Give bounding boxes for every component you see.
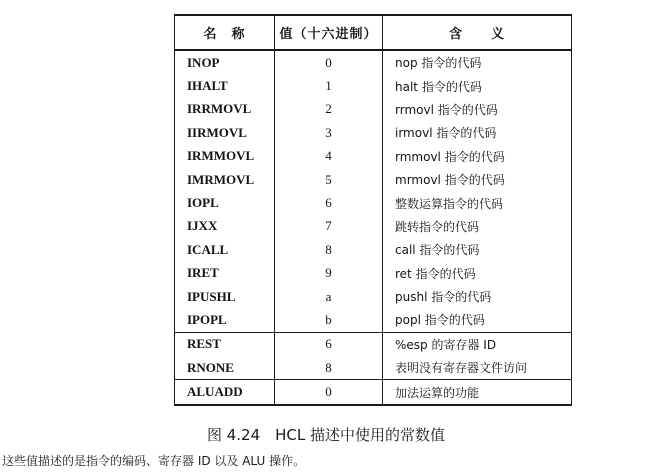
row-name: IRET [175, 262, 275, 285]
row-meaning: popl 指令的代码 [395, 313, 485, 328]
row-name: IOPL [175, 191, 275, 214]
row-value: 5 [275, 168, 383, 191]
row-meaning: pushl 指令的代码 [395, 290, 492, 305]
row-value: 7 [275, 215, 383, 238]
table-row [175, 308, 571, 331]
row-meaning: call 指令的代码 [395, 243, 480, 258]
table-row [175, 191, 571, 214]
row-value: 1 [275, 74, 383, 97]
row-value: 8 [275, 356, 383, 379]
row-meaning: %esp 的寄存器 ID [395, 337, 497, 352]
table-row [175, 238, 571, 261]
row-meaning: nop 指令的代码 [395, 56, 482, 71]
header-meaning: 含 义 [448, 27, 505, 42]
row-value: 2 [275, 98, 383, 121]
table-row [175, 262, 571, 285]
row-meaning: irmovl 指令的代码 [395, 126, 497, 141]
table-row [175, 121, 571, 144]
row-meaning: 整数运算指令的代码 [395, 196, 504, 211]
row-meaning: 加法运算的功能 [395, 385, 480, 400]
row-name: IJXX [175, 215, 275, 238]
row-name: ALUADD [175, 380, 275, 403]
table-row [175, 145, 571, 168]
constants-table [174, 14, 572, 406]
table-row [175, 285, 571, 308]
row-name: RNONE [175, 356, 275, 379]
table-row [175, 74, 571, 97]
row-meaning: 表明没有寄存器文件访问 [395, 361, 528, 376]
row-value: 4 [275, 145, 383, 168]
row-name: INOP [175, 51, 275, 74]
figure-note: 这些值描述的是指令的编码、寄存器 ID 以及 ALU 操作。 [2, 454, 306, 468]
row-value: 0 [275, 51, 383, 74]
table-row [175, 51, 571, 74]
row-meaning: 跳转指令的代码 [395, 219, 480, 234]
row-name: ICALL [175, 238, 275, 261]
row-meaning: ret 指令的代码 [395, 266, 476, 281]
row-name: IIRMOVL [175, 121, 275, 144]
row-value: 9 [275, 262, 383, 285]
header-value: 值（十六进制） [275, 16, 383, 49]
row-value: a [275, 285, 383, 308]
table-row [175, 98, 571, 121]
row-value: 3 [275, 121, 383, 144]
row-value: b [275, 308, 383, 331]
figure-caption: 图 4.24 HCL 描述中使用的常数值 [206, 426, 446, 444]
table-row [175, 356, 571, 379]
row-name: IMRMOVL [175, 168, 275, 191]
row-meaning: halt 指令的代码 [395, 79, 482, 94]
table-row [175, 332, 571, 356]
row-meaning: rmmovl 指令的代码 [395, 149, 505, 164]
row-name: IRRMOVL [175, 98, 275, 121]
row-value: 6 [275, 191, 383, 214]
row-value: 8 [275, 238, 383, 261]
row-value: 0 [275, 380, 383, 403]
header-name: 名 称 [175, 16, 275, 49]
row-name: IPOPL [175, 308, 275, 331]
row-name: REST [175, 333, 275, 356]
row-meaning: mrmovl 指令的代码 [395, 173, 505, 188]
row-value: 6 [275, 333, 383, 356]
table-header [175, 16, 571, 51]
row-name: IHALT [175, 74, 275, 97]
table-row [175, 215, 571, 238]
table-row [175, 379, 571, 403]
table-row [175, 168, 571, 191]
row-meaning: rrmovl 指令的代码 [395, 102, 498, 117]
row-name: IRMMOVL [175, 145, 275, 168]
row-name: IPUSHL [175, 285, 275, 308]
